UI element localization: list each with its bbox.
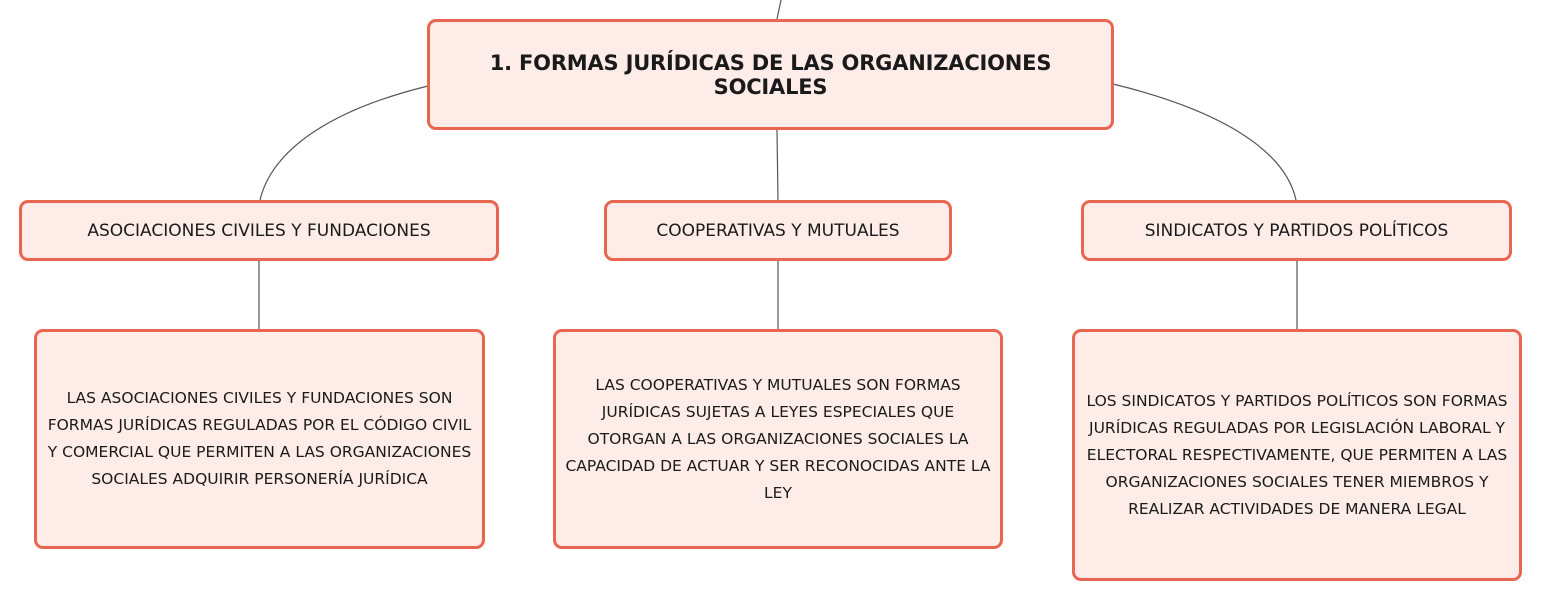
description-node-cooperativas[interactable] [553, 329, 1003, 549]
description-text: LAS ASOCIACIONES CIVILES Y FUNDACIONES SON FORMAS JURÍDICAS REGULADAS POR EL CÓDIGO CIVIL Y COMERCIAL QUE PERMITEN A LAS ORGANIZACIONES SOCIALES ADQUIRIR PERSONERÍA JURÍDICA [47, 389, 472, 488]
root-topic-label: 1. FORMAS JURÍDICAS DE LAS ORGANIZACIONES SOCIALES [489, 50, 1052, 99]
topic-label: ASOCIACIONES CIVILES Y FUNDACIONES [87, 220, 431, 241]
topic-label: COOPERATIVAS Y MUTUALES [656, 220, 900, 241]
connector-root-to-cat-1 [777, 130, 778, 200]
description-text: LAS COOPERATIVAS Y MUTUALES SON FORMAS JURÍDICAS SUJETAS A LEYES ESPECIALES QUE OTORGAN A LAS ORGANIZACIONES SOCIALES LA CAPACIDAD DE ACTUAR Y SER RECONOCIDAS ANTE LA LEY [565, 375, 991, 502]
connector-parent-incoming [777, 0, 781, 19]
connector-root-to-cat-2 [1113, 84, 1296, 200]
description-text: LOS SINDICATOS Y PARTIDOS POLÍTICOS SON FORMAS JURÍDICAS REGULADAS POR LEGISLACIÓN LABORAL Y ELECTORAL RESPECTIVAMENTE, QUE PERMITEN A LAS ORGANIZACIONES SOCIALES TENER MIEMBROS Y REALIZAR ACTIVIDADES DE MANERA LEGAL [1086, 391, 1508, 518]
topic-node-sindicatos[interactable] [1081, 200, 1512, 261]
topic-node-cooperativas[interactable] [604, 200, 952, 261]
description-node-asociaciones[interactable] [34, 329, 485, 549]
topic-node-asociaciones[interactable] [19, 200, 499, 261]
description-node-sindicatos[interactable] [1072, 329, 1522, 581]
connector-root-to-cat-0 [260, 86, 428, 200]
root-topic-node[interactable] [427, 19, 1114, 130]
topic-label: SINDICATOS Y PARTIDOS POLÍTICOS [1144, 220, 1449, 241]
